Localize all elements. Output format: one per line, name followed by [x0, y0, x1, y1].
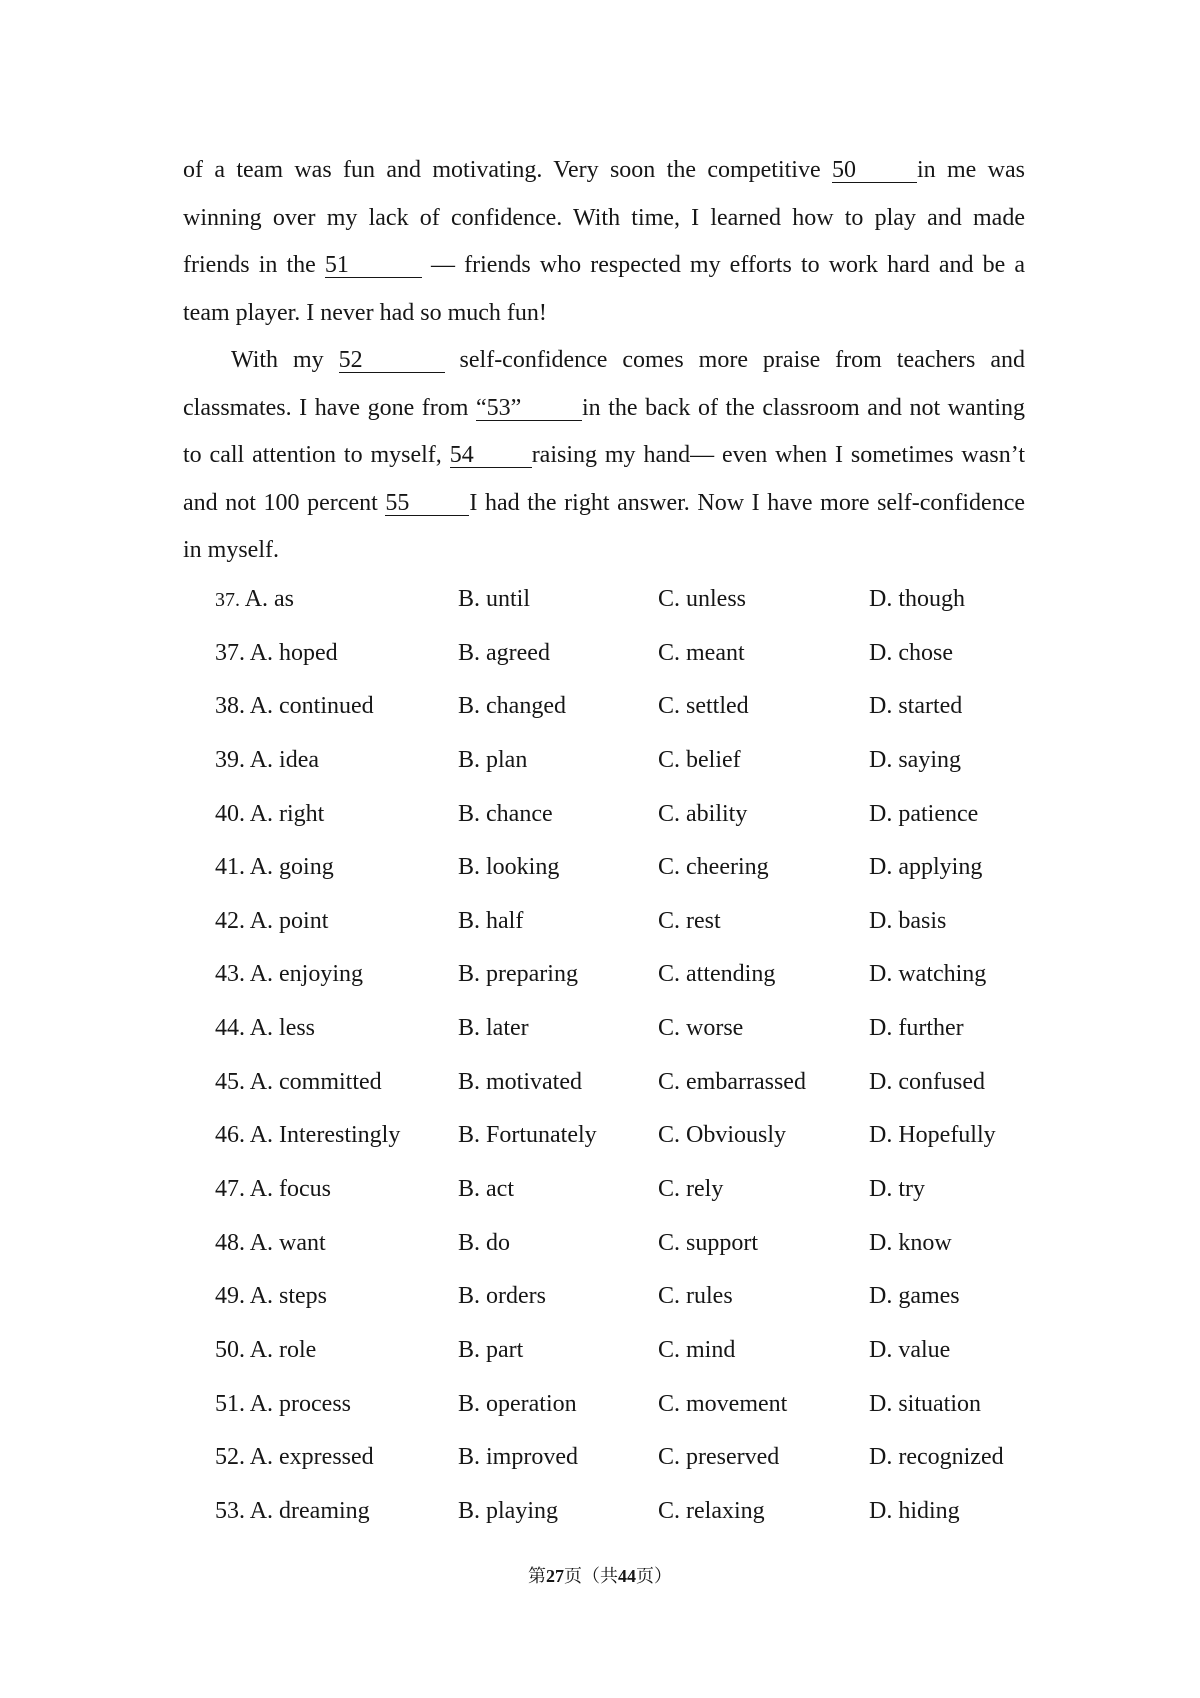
passage-text: raising my hand— even when I sometimes wasn’t	[531, 442, 1025, 468]
passage-line	[183, 432, 1025, 480]
passage-text: team player. I never had so much fun!	[183, 299, 547, 326]
option-c: C. rest	[658, 907, 721, 934]
option-a: A. process	[249, 1390, 351, 1417]
option-row	[0, 1378, 1200, 1432]
option-b: B. part	[458, 1336, 524, 1363]
question-number: 46.	[215, 1122, 245, 1149]
option-a-cell	[215, 680, 374, 734]
option-b: B. half	[458, 907, 524, 934]
passage-text: of a team was fun and motivating. Very soon the competitive	[183, 157, 832, 183]
option-a-cell	[215, 1163, 331, 1217]
option-d: D. watching	[869, 961, 987, 988]
option-a: A. right	[249, 800, 325, 827]
option-a: A. idea	[249, 746, 319, 773]
question-number: 51.	[215, 1390, 245, 1417]
option-c: C. mind	[658, 1336, 736, 1363]
passage-line	[183, 195, 1025, 243]
option-c: C. worse	[658, 1015, 744, 1042]
option-row	[0, 1485, 1200, 1539]
question-number: 49.	[215, 1283, 245, 1310]
option-b: B. until	[458, 586, 531, 612]
option-row	[0, 1431, 1200, 1485]
footer-prefix: 第	[528, 1566, 546, 1586]
option-a-cell	[215, 1378, 351, 1432]
passage-text: in the back of the classroom and not wanting	[582, 394, 1026, 421]
option-a-cell	[215, 1270, 327, 1324]
option-b: B. motivated	[458, 1068, 582, 1095]
option-a-cell	[215, 627, 338, 681]
option-a-cell	[215, 1109, 400, 1163]
question-number: 39.	[215, 746, 245, 773]
question-number: 52.	[215, 1444, 245, 1471]
question-number: 37.	[215, 589, 240, 611]
paragraph-2	[183, 337, 1025, 575]
question-number: 53.	[215, 1497, 245, 1524]
passage-text: to call attention to myself,	[183, 442, 450, 468]
option-a: A. focus	[249, 1176, 332, 1203]
option-a: A. want	[249, 1229, 326, 1256]
option-a-cell	[215, 1431, 374, 1485]
option-c: C. attending	[658, 961, 776, 988]
option-a-cell	[215, 788, 324, 842]
option-c: C. settled	[658, 693, 749, 720]
passage-text: in me was	[916, 157, 1026, 183]
option-b: B. act	[458, 1176, 514, 1203]
question-number: 37.	[215, 639, 245, 666]
passage-text: winning over my lack of confidence. With time, I learned how to play and made	[183, 204, 1025, 231]
option-c: C. cheering	[658, 854, 769, 881]
option-b: B. looking	[458, 854, 560, 881]
total-pages: 44	[618, 1566, 636, 1586]
option-a: A. committed	[249, 1068, 382, 1095]
option-b: B. later	[458, 1015, 529, 1042]
option-c: C. rules	[658, 1283, 733, 1310]
option-c: C. ability	[658, 800, 748, 827]
question-number: 45.	[215, 1068, 245, 1095]
passage-line	[183, 147, 1025, 195]
option-d: D. Hopefully	[869, 1122, 996, 1149]
option-row	[0, 788, 1200, 842]
question-number: 38.	[215, 693, 245, 720]
question-number: 41.	[215, 854, 245, 881]
option-b: B. plan	[458, 746, 528, 773]
answer-blank: 55	[385, 491, 469, 516]
question-number: 40.	[215, 800, 245, 827]
option-a: A. dreaming	[249, 1497, 370, 1524]
option-row	[0, 948, 1200, 1002]
answer-blank: “53”	[476, 396, 582, 421]
option-row	[0, 1109, 1200, 1163]
page-number: 27	[546, 1566, 564, 1586]
option-a: A. Interestingly	[249, 1122, 401, 1149]
passage	[183, 147, 1025, 575]
option-c: C. rely	[658, 1176, 724, 1203]
answer-blank: 50	[832, 158, 917, 183]
option-d: D. basis	[869, 907, 947, 934]
option-a: A. as	[244, 586, 295, 612]
option-a: A. steps	[249, 1283, 328, 1310]
option-a: A. less	[249, 1015, 316, 1042]
option-a: A. continued	[249, 693, 374, 720]
option-d: D. recognized	[869, 1444, 1004, 1471]
option-row	[0, 1056, 1200, 1110]
option-row	[0, 680, 1200, 734]
option-row	[0, 1002, 1200, 1056]
option-row	[0, 841, 1200, 895]
option-row	[0, 627, 1200, 681]
option-row	[0, 734, 1200, 788]
option-b: B. playing	[458, 1497, 558, 1524]
passage-text: friends in the	[183, 252, 325, 278]
paragraph-1	[183, 147, 1025, 337]
option-c: C. support	[658, 1229, 759, 1256]
option-d: D. further	[869, 1015, 964, 1042]
option-b: B. improved	[458, 1444, 578, 1471]
answer-blank: 51	[325, 253, 422, 278]
option-d: D. confused	[869, 1068, 985, 1095]
option-d: D. situation	[869, 1390, 981, 1417]
option-a-cell	[215, 1056, 382, 1110]
option-b: B. agreed	[458, 639, 550, 666]
option-d: D. applying	[869, 854, 983, 881]
question-number: 42.	[215, 907, 245, 934]
option-c: C. relaxing	[658, 1497, 765, 1524]
option-a-cell	[215, 1217, 326, 1271]
passage-line	[183, 480, 1025, 528]
passage-text: and not 100 percent	[183, 489, 386, 516]
option-c: C. belief	[658, 746, 741, 773]
option-d: D. chose	[869, 639, 953, 666]
option-row	[0, 573, 1200, 627]
footer-suffix: 页）	[636, 1566, 672, 1586]
option-c: C. embarrassed	[658, 1068, 806, 1095]
passage-text: self-confidence comes more praise from teachers and	[444, 347, 1025, 373]
option-d: D. hiding	[869, 1497, 960, 1524]
question-number: 43.	[215, 961, 245, 988]
option-a: A. going	[249, 854, 334, 881]
passage-line	[183, 242, 1025, 290]
passage-line	[183, 290, 1025, 338]
passage-line	[183, 337, 1025, 385]
option-a: A. hoped	[249, 639, 338, 666]
option-a: A. enjoying	[249, 961, 364, 988]
option-d: D. saying	[869, 746, 961, 773]
option-b: B. changed	[458, 693, 566, 720]
option-d: D. value	[869, 1336, 951, 1363]
question-number: 47.	[215, 1176, 245, 1203]
option-a-cell	[215, 573, 294, 628]
option-b: B. Fortunately	[458, 1122, 597, 1149]
option-row	[0, 1324, 1200, 1378]
option-c: C. unless	[658, 586, 747, 612]
passage-text: With my	[231, 347, 339, 373]
passage-text: in myself.	[183, 537, 279, 563]
option-a-cell	[215, 1002, 315, 1056]
option-a-cell	[215, 895, 328, 949]
option-d: D. patience	[869, 800, 979, 827]
question-number: 44.	[215, 1015, 245, 1042]
option-b: B. preparing	[458, 961, 578, 988]
question-number: 50.	[215, 1336, 245, 1363]
option-a-cell	[215, 948, 363, 1002]
option-a-cell	[215, 841, 334, 895]
option-d: D. know	[869, 1229, 952, 1256]
option-row	[0, 1217, 1200, 1271]
answer-options	[0, 573, 1200, 1539]
passage-text: — friends who respected my efforts to work hard and be a	[421, 252, 1025, 278]
option-b: B. chance	[458, 800, 553, 827]
option-c: C. meant	[658, 639, 745, 666]
option-d: D. try	[869, 1176, 925, 1203]
question-number: 48.	[215, 1229, 245, 1256]
option-d: D. games	[869, 1283, 960, 1310]
footer-middle: 页（共	[564, 1566, 618, 1586]
option-a-cell	[215, 1485, 370, 1539]
option-row	[0, 1270, 1200, 1324]
option-a-cell	[215, 734, 319, 788]
option-row	[0, 1163, 1200, 1217]
answer-blank: 52	[339, 348, 445, 373]
passage-text: classmates. I have gone from	[183, 394, 477, 421]
option-a: A. expressed	[249, 1444, 374, 1471]
option-b: B. do	[458, 1229, 511, 1256]
page-footer	[0, 1565, 1200, 1587]
option-d: D. though	[869, 586, 965, 612]
option-d: D. started	[869, 693, 963, 720]
passage-text: I had the right answer. Now I have more self-confidence	[469, 489, 1026, 516]
option-a: A. role	[249, 1336, 317, 1363]
option-b: B. operation	[458, 1390, 577, 1417]
option-a-cell	[215, 1324, 316, 1378]
passage-line	[183, 527, 1025, 575]
passage-line	[183, 385, 1025, 433]
option-c: C. preserved	[658, 1444, 780, 1471]
option-c: C. Obviously	[658, 1122, 787, 1149]
option-b: B. orders	[458, 1283, 546, 1310]
option-a: A. point	[249, 907, 329, 934]
option-c: C. movement	[658, 1390, 788, 1417]
answer-blank: 54	[450, 443, 532, 468]
option-row	[0, 895, 1200, 949]
